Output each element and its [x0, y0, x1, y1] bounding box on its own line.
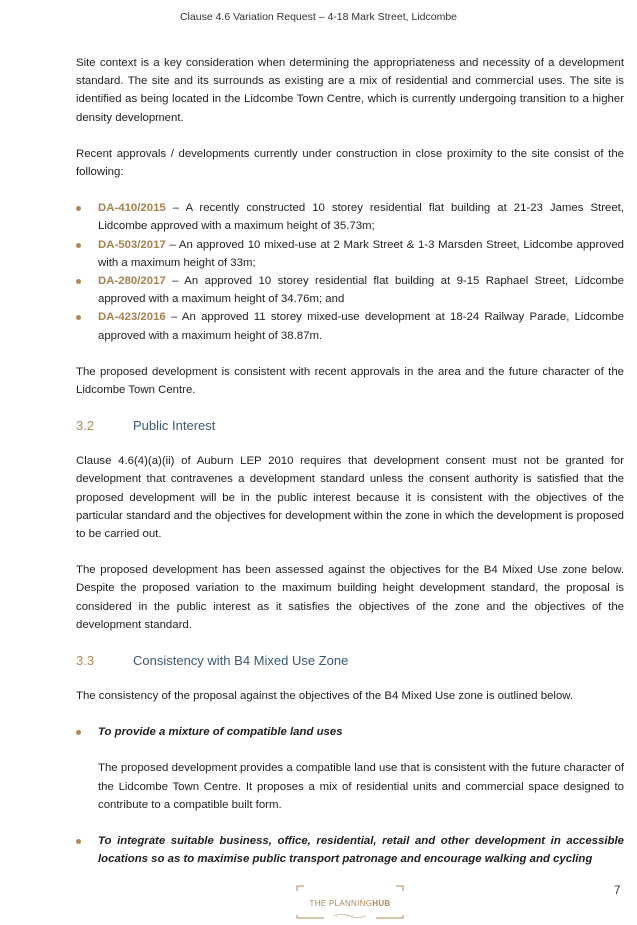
section-number: 3.3	[76, 653, 95, 669]
da-code: DA-503/2017	[98, 238, 166, 251]
paragraph-objective-1: The proposed development provides a compatible land use that is consistent with the future character of the Lidcombe Town Centre. It proposes a mix of residential units and commercial space designed to contribute to a compatible built form.	[98, 762, 624, 811]
approval-text: – An approved 11 storey mixed-use development at 18-24 Railway Parade, Lidcombe approved with a maximum height of 38.87m.	[98, 311, 624, 342]
paragraph-site-context: Site context is a key consideration when determining the appropriateness and necessity of a development standard. The site and its surrounds as existing are a mix of residential and commercial uses. The site is identified as being located in the Lidcombe Town Centre, which is currently undergoing transition to a higher density development.	[76, 57, 624, 124]
da-code: DA-423/2016	[98, 311, 166, 324]
planning-hub-logo	[296, 885, 404, 919]
paragraph-clause: Clause 4.6(4)(a)(ii) of Auburn LEP 2010 requires that development consent must not be granted for development that contravenes a development standard unless the consent authority is satisfied that the proposed development will be in the public interest because it is consistent with the objectives of the particular standard and the objectives for development within the zone in which the development is proposed to be carried out.	[76, 455, 624, 541]
paragraph-recent-approvals: Recent approvals / developments currently under construction in close proximity to the site consist of the following:	[76, 147, 624, 179]
paragraph-assessed: The proposed development has been assessed against the objectives for the B4 Mixed Use zone below. Despite the proposed variation to the maximum building height development standard, the proposal is considered in the public interest as it satisfies the objectives of the zone and the objectives of the development standard.	[76, 564, 624, 631]
bullet-icon	[76, 730, 81, 735]
bullet-icon	[76, 315, 81, 320]
approval-text: – A recently constructed 10 storey residential flat building at 21-23 James Street, Lidcombe approved with a maximum height of 35.73m;	[98, 202, 624, 233]
section-heading-3-3	[76, 652, 624, 670]
page-header: Clause 4.6 Variation Request – 4-18 Mark Street, Lidcombe	[179, 11, 458, 23]
logo-text-b: HUB	[372, 899, 391, 908]
approval-text: – An approved 10 storey residential flat building at 9-15 Raphael Street, Lidcombe approved with a maximum height of 34.76m; and	[98, 275, 624, 306]
bullet-icon	[76, 279, 81, 284]
objective-title: To integrate suitable business, office, residential, retail and other development in accessible locations so as to maximise public transport patronage and encourage walking and cycling	[98, 835, 624, 866]
logo-text-a: THE PLANNING	[309, 899, 373, 908]
da-code: DA-410/2015	[98, 202, 166, 215]
paragraph-consistent: The proposed development is consistent with recent approvals in the area and the future character of the Lidcombe Town Centre.	[76, 365, 624, 397]
list-item	[76, 308, 624, 344]
bullet-icon	[76, 243, 81, 248]
list-item	[76, 199, 624, 235]
approvals-list	[76, 199, 624, 345]
da-code: DA-280/2017	[98, 275, 166, 288]
list-item	[76, 272, 624, 308]
section-title: Consistency with B4 Mixed Use Zone	[133, 653, 349, 669]
paragraph-outlined: The consistency of the proposal against the objectives of the B4 Mixed Use zone is outlined below.	[76, 690, 574, 703]
objective-item	[76, 832, 624, 868]
svg-text:THE PLANNINGHUB	[310, 899, 391, 908]
objective-item	[76, 723, 624, 741]
section-heading-3-2	[76, 417, 624, 435]
objective-title: To provide a mixture of compatible land uses	[98, 726, 343, 739]
approval-text: – An approved 10 mixed-use at 2 Mark Street & 1-3 Marsden Street, Lidcombe approved with a maximum height of 33m;	[98, 238, 624, 269]
document-body	[76, 54, 624, 869]
list-item	[76, 236, 624, 272]
bullet-icon	[76, 206, 81, 211]
page-number: 7	[614, 885, 621, 897]
section-number: 3.2	[76, 418, 95, 434]
bullet-icon	[76, 839, 81, 844]
section-title: Public Interest	[133, 418, 216, 434]
